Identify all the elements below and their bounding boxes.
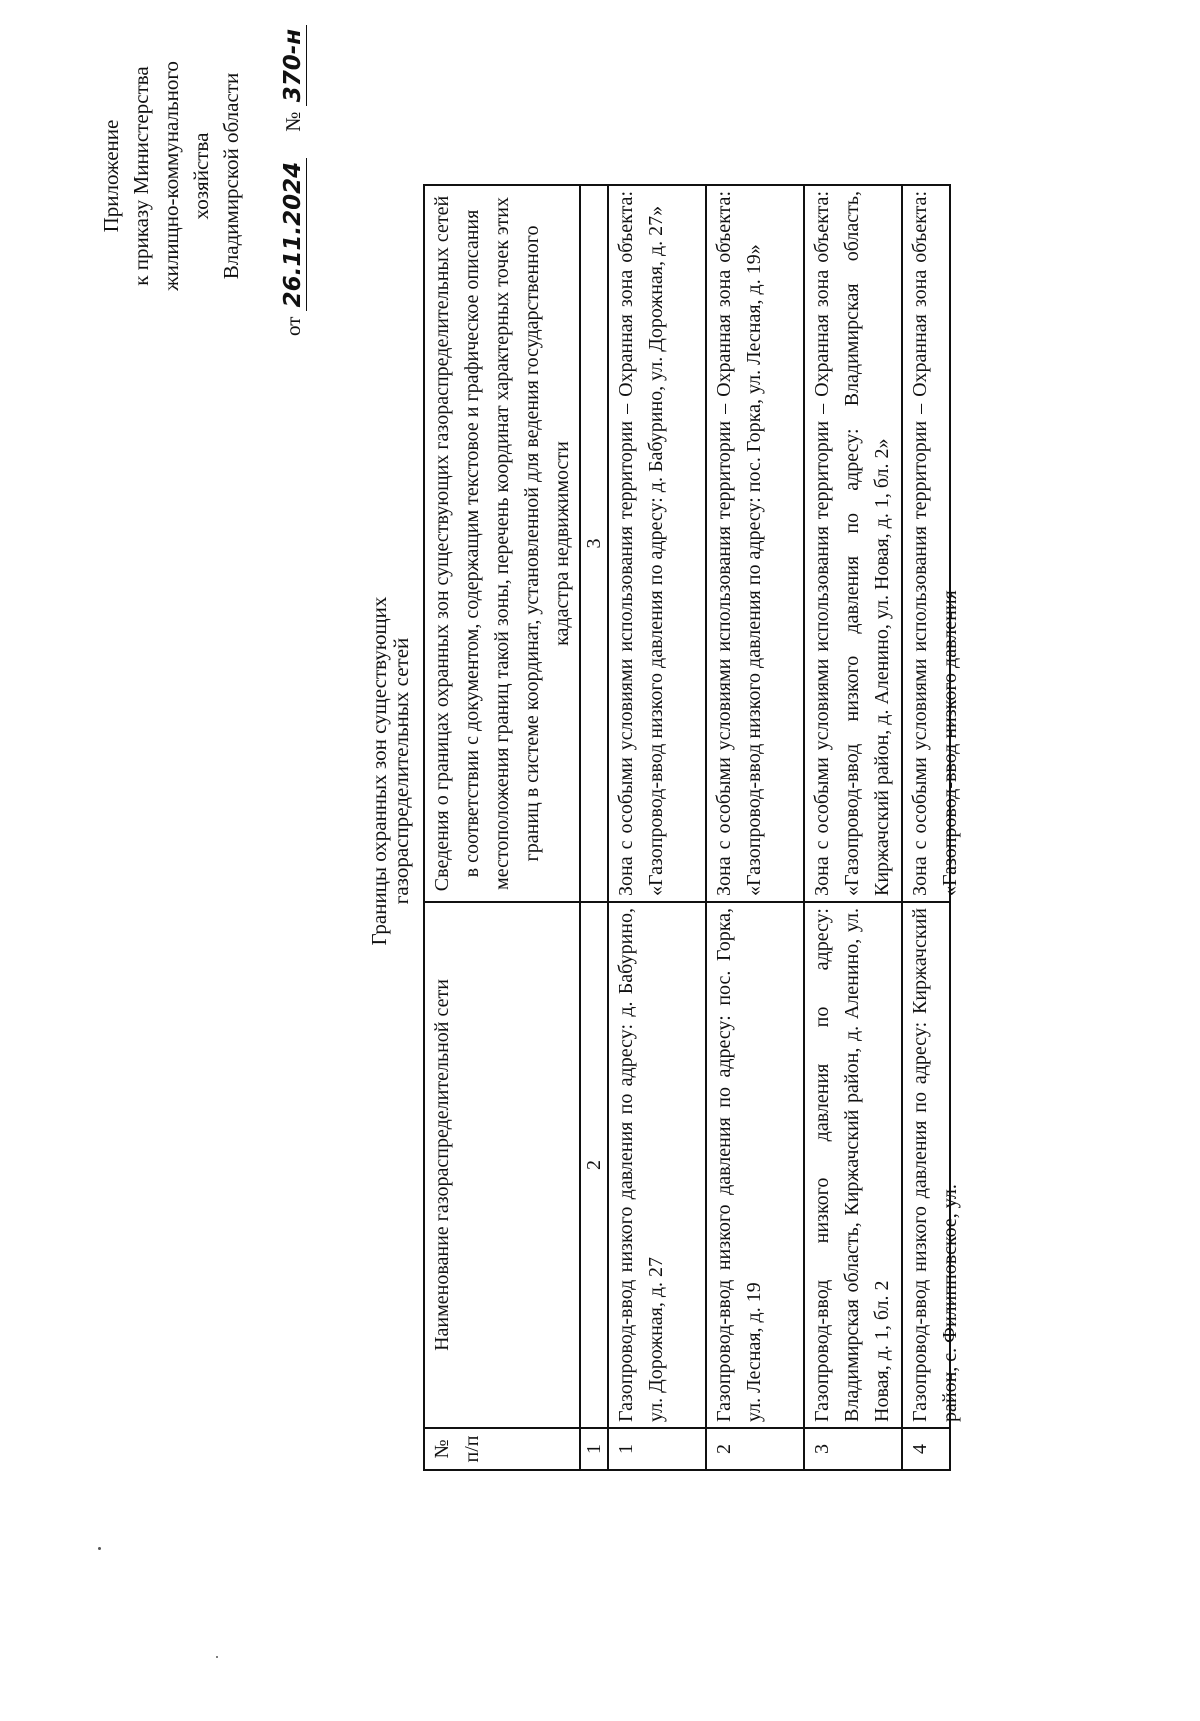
row-number: 1 [608,1428,706,1470]
region-name: Владимирской области [219,72,243,280]
title-line-2: газораспределительных сетей [389,637,413,905]
number-prefix: № [281,111,305,132]
date-prefix: от [281,316,305,336]
table-header-row [424,185,580,1470]
ministry-name: жилищно-коммунального хозяйства [159,61,213,291]
zone-info: Зона с особыми условиями использования территории – Охранная зона объекта: «Газопровод-ввод низкого давления по адресу: д. Бабурино, ул. Дорожная, д. 27» [608,185,706,902]
zone-info: Зона с особыми условиями использования территории – Охранная зона объекта: «Газопровод-ввод низкого давления по адресу: Владимирская область, Киржачский район, д. Аленино, ул. Новая, д. 1, бл. 2» [804,185,902,902]
index-col-3: 3 [580,185,608,902]
row-number: 3 [804,1428,902,1470]
zone-info: Зона с особыми условиями использования территории – Охранная зона объекта: «Газопровод-ввод низкого давления по адресу: пос. Горка, ул. Лесная, д. 19» [706,185,804,902]
document-page [0,21,1100,1721]
header-number: № п/п [424,1428,580,1470]
document-title [368,271,412,1271]
column-index-row [580,185,608,1470]
network-name: Газопровод-ввод низкого давления по адресу: пос. Горка, ул. Лесная, д. 19 [706,902,804,1428]
row-number: 2 [706,1428,804,1470]
protection-zones-table [423,184,961,1471]
table-row [706,185,804,1470]
scan-speck [216,1656,218,1658]
network-name: Газопровод-ввод низкого давления по адресу: д. Бабурино, ул. Дорожная, д. 27 [608,902,706,1428]
appendix-header [96,26,246,326]
handwritten-order-number: 370-н [280,25,307,106]
appendix-label: Приложение [99,119,123,233]
network-name: Газопровод-ввод низкого давления по адресу: Киржачский район, с. Филипповское, ул. [909,908,961,1422]
row-number: 4 [902,1428,950,1470]
index-col-2: 2 [580,902,608,1428]
table-row [902,185,950,1470]
network-name: Газопровод-ввод низкого давления по адресу: Владимирская область, Киржачский район, д. Аленино, ул. Новая, д. 1, бл. 2 [804,902,902,1428]
table-row [608,185,706,1470]
header-zone-info: Сведения о границах охранных зон существующих газораспределительных сетей в соответствии с документом, содержащим текстовое и графическое описания местоположения границ такой зоны, перечень координат характерных точек этих границ в системе координат, установленной для ведения государственного кадастра недвижимости [424,185,580,902]
table-row [804,185,902,1470]
header-network-name: Наименование газораспределительной сети [424,902,580,1428]
zone-info: Зона с особыми условиями использования территории – Охранная зона объекта: «Газопровод-ввод низкого давления [909,191,961,896]
handwritten-date: 26.11.2024 [280,158,307,312]
index-col-1: 1 [580,1428,608,1470]
scan-speck [98,1547,101,1550]
order-date-line [280,16,306,336]
title-line-1: Границы охранных зон существующих [367,596,391,946]
order-reference: к приказу Министерства [129,66,153,286]
